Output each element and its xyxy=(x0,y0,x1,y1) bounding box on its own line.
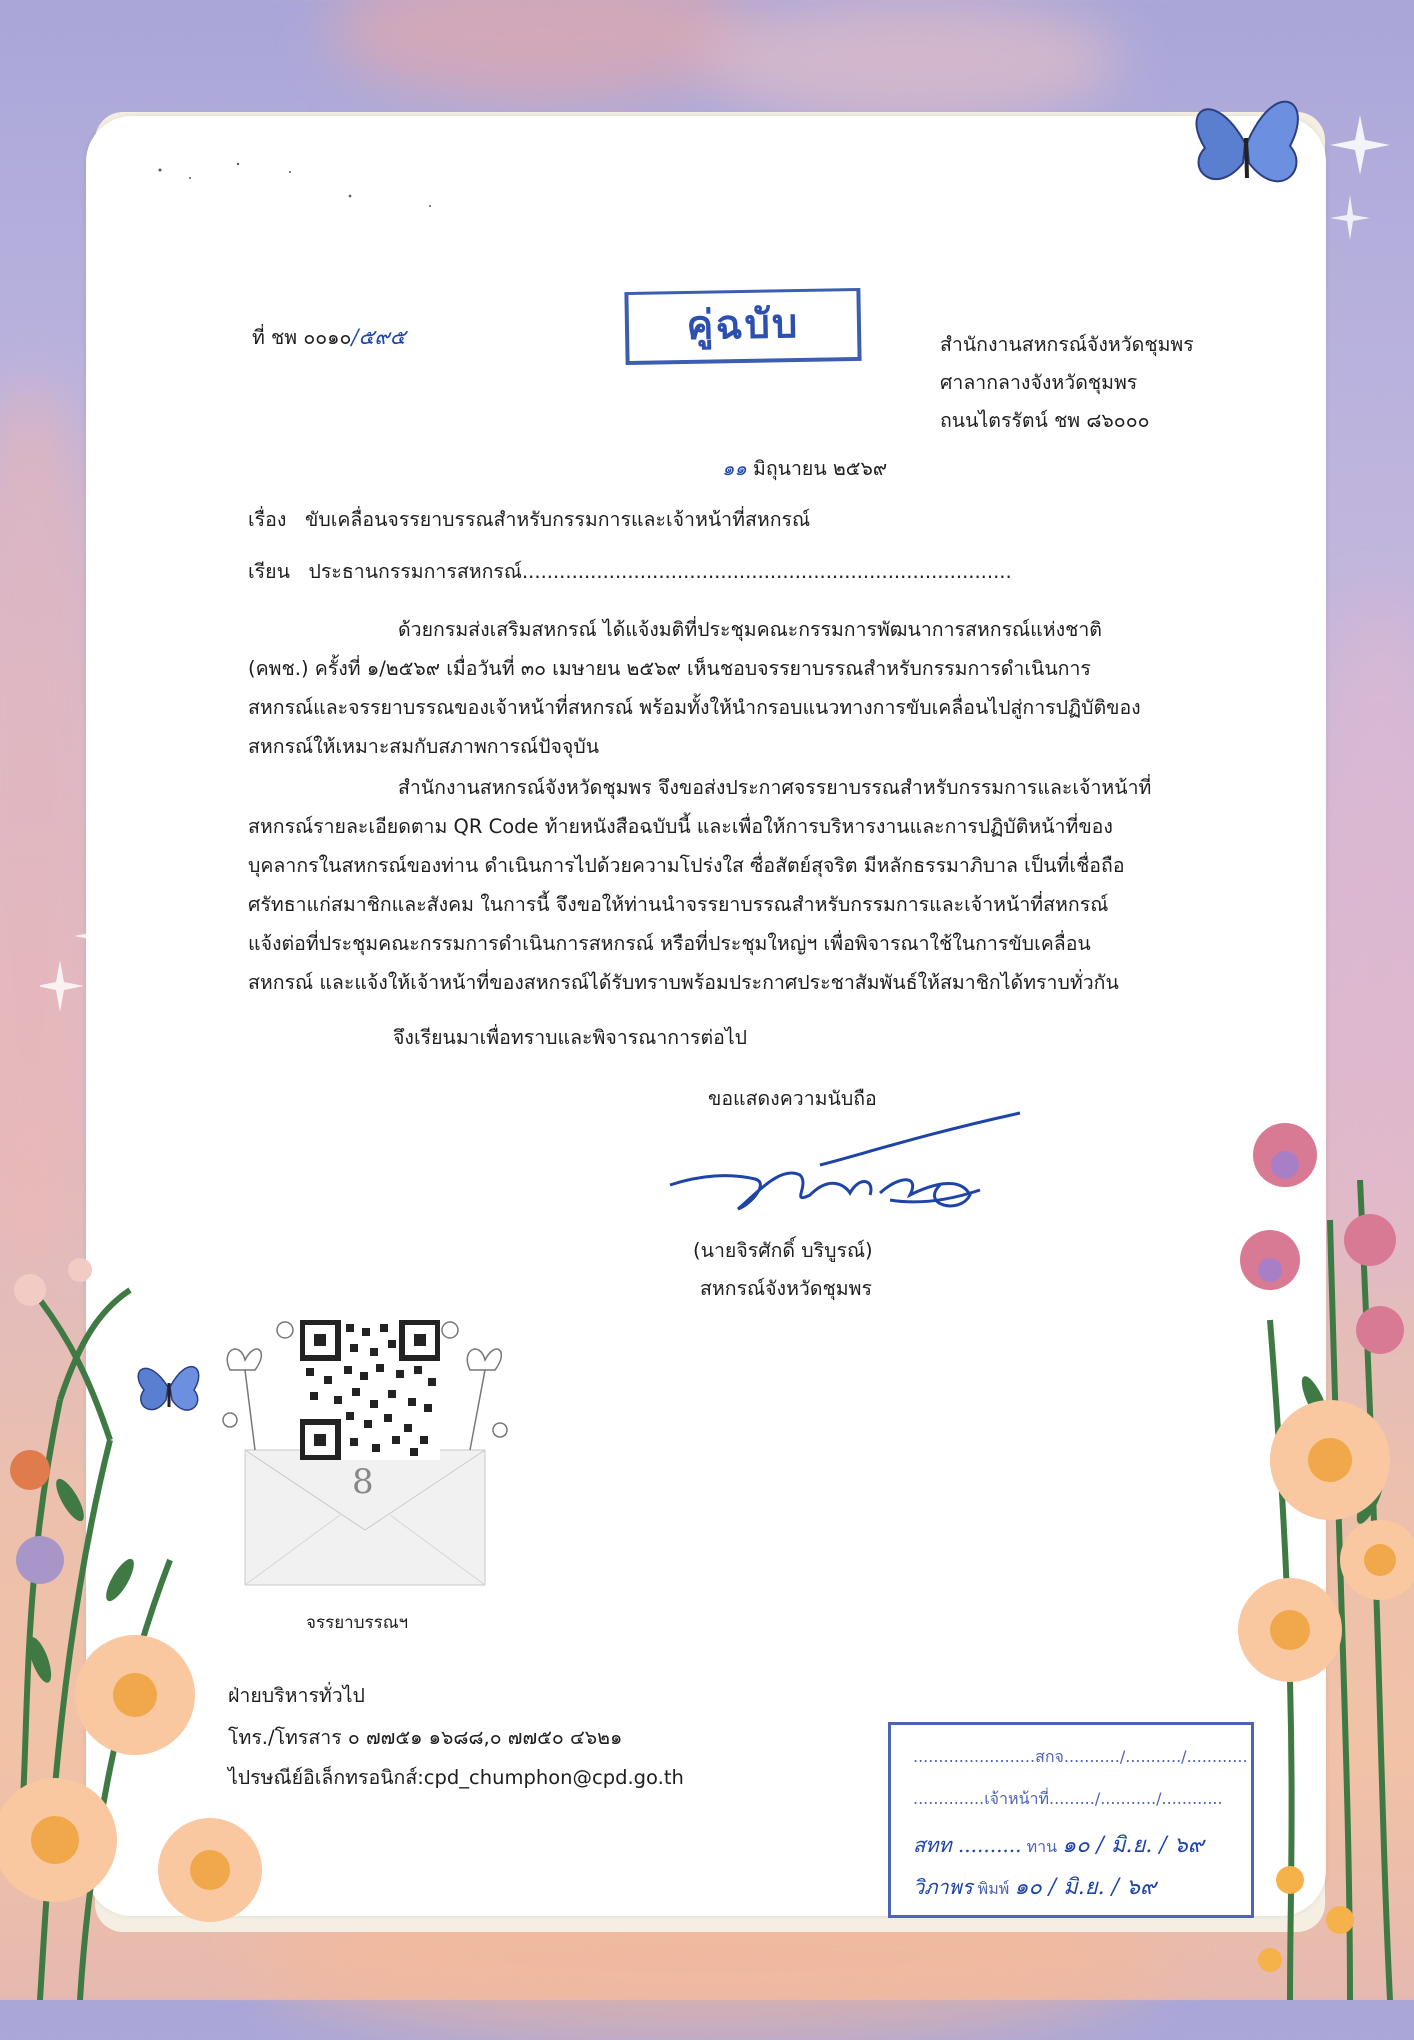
sparkle-icon xyxy=(1320,115,1400,275)
address-line-2: ศาลากลางจังหวัดชุมพร xyxy=(940,371,1138,394)
qr-code xyxy=(300,1320,440,1460)
paragraph-2-line: แจ้งต่อที่ประชุมคณะกรรมการดำเนินการสหกรณ์ หรือที่ประชุมใหญ่ฯ เพื่อพิจารณาใช้ในการขับเคลื่อน xyxy=(248,932,1091,955)
background-cloud xyxy=(330,0,750,100)
receipt-row-3-handwritten: สทท .......... xyxy=(913,1833,1022,1857)
date-day-handwritten: ๑๑ xyxy=(722,457,747,480)
receipt-row-4-handwritten: วิภาพร xyxy=(913,1875,973,1899)
subject-label: เรื่อง xyxy=(248,508,287,531)
document-number-prefix: ที่ ชพ ๐๐๑๐ xyxy=(252,326,352,349)
receipt-row-4-date: ๑๐ / มิ.ย. / ๖๙ xyxy=(1014,1875,1157,1900)
receipt-row-4-label: พิมพ์ xyxy=(977,1879,1010,1898)
signer-name: (นายจิรศักดิ์ บริบูรณ์) xyxy=(693,1239,873,1262)
sign-off: ขอแสดงความนับถือ xyxy=(708,1087,877,1110)
receipt-row-1: ........................สกจ.........../.........../............ xyxy=(913,1747,1248,1766)
sparkle-icon xyxy=(1130,1275,1220,1425)
subject-line xyxy=(248,504,810,535)
subject-text: ขับเคลื่อนจรรยาบรรณสำหรับกรรมการและเจ้าหน้าที่สหกรณ์ xyxy=(304,508,811,531)
handwritten-signature xyxy=(660,1105,1030,1225)
footer-email: ไปรษณีย์อิเล็กทรอนิกส์:cpd_chumphon@cpd.go.th xyxy=(228,1766,684,1789)
sender-address xyxy=(940,326,1194,440)
document-number-handwritten: /๕๙๕ xyxy=(351,325,406,349)
background-cloud xyxy=(700,0,1120,120)
paragraph-2-line: สหกรณ์รายละเอียดตาม QR Code ท้ายหนังสือฉบับนี้ และเพื่อให้การบริหารงานและการปฏิบัติหน้าที่ของ xyxy=(248,815,1113,838)
receipt-row-3-label: ทาน xyxy=(1026,1837,1058,1856)
date-month-year: มิถุนายน ๒๕๖๙ xyxy=(752,457,888,480)
butterfly-icon xyxy=(1175,68,1315,208)
sparkle-icon xyxy=(40,910,130,1060)
flowers-bottom-left xyxy=(0,1140,300,2000)
paragraph-1-line: สหกรณ์ให้เหมาะสมกับสภาพการณ์ปัจจุบัน xyxy=(248,735,600,758)
receipt-row-4 xyxy=(913,1869,1156,1904)
address-line-1: สำนักงานสหกรณ์จังหวัดชุมพร xyxy=(940,333,1194,356)
paragraph-1-line: (คพช.) ครั้งที่ ๑/๒๕๖๙ เมื่อวันที่ ๓๐ เมษายน ๒๕๖๙ เห็นชอบจรรยาบรรณสำหรับกรรมการดำเนินการ xyxy=(248,657,1091,680)
footer-phone: โทร./โทรสาร ๐ ๗๗๕๑ ๑๖๘๘,๐ ๗๗๕๐ ๔๖๒๑ xyxy=(228,1726,623,1749)
to-text: ประธานกรรมการสหกรณ์............................................................................... xyxy=(308,560,1012,583)
to-label: เรียน xyxy=(248,560,290,583)
qr-envelope-number: 8 xyxy=(352,1462,374,1502)
to-line xyxy=(248,556,1012,587)
document-number xyxy=(252,318,406,357)
paper-speckles xyxy=(150,150,450,230)
copy-stamp: คู่ฉบับ xyxy=(624,288,861,365)
receipt-row-2: ..............เจ้าหน้าที่........./.........../............ xyxy=(913,1789,1223,1808)
receipt-row-3 xyxy=(913,1827,1204,1862)
paragraph-2-line: บุคลากรในสหกรณ์ของท่าน ดำเนินการไปด้วยความโปร่งใส ซื่อสัตย์สุจริต มีหลักธรรมาภิบาล เป็นที่เชื่อถือ xyxy=(248,854,1125,877)
qr-code-pattern xyxy=(300,1320,440,1460)
paragraph-1-line: สหกรณ์และจรรยาบรรณของเจ้าหน้าที่สหกรณ์ พร้อมทั้งให้นำกรอบแนวทางการขับเคลื่อนไปสู่การปฏิบัติของ xyxy=(248,696,1141,719)
qr-caption: จรรยาบรรณฯ xyxy=(306,1613,409,1633)
receipt-stamp xyxy=(888,1722,1254,1918)
letter-date xyxy=(722,450,887,488)
address-line-3: ถนนไตรรัตน์ ชพ ๘๖๐๐๐ xyxy=(940,409,1150,432)
footer-department: ฝ่ายบริหารทั่วไป xyxy=(228,1684,365,1707)
paragraph-2-line: สำนักงานสหกรณ์จังหวัดชุมพร จึงขอส่งประกาศจรรยาบรรณสำหรับกรรมการและเจ้าหน้าที่ xyxy=(398,776,1152,799)
receipt-row-3-date: ๑๐ / มิ.ย. / ๖๙ xyxy=(1062,1833,1204,1858)
flowers-right xyxy=(1230,1100,1414,2000)
paragraph-2-line: ศรัทธาแก่สมาชิกและสังคม ในการนี้ จึงขอให้ท่านนำจรรยาบรรณสำหรับกรรมการและเจ้าหน้าที่สหกรณ์ xyxy=(248,893,1109,916)
closing-paragraph: จึงเรียนมาเพื่อทราบและพิจารณาการต่อไป xyxy=(393,1026,748,1049)
paragraph-2-line: สหกรณ์ และแจ้งให้เจ้าหน้าที่ของสหกรณ์ได้รับทราบพร้อมประกาศประชาสัมพันธ์ให้สมาชิกได้ทราบทั่วกัน xyxy=(248,971,1119,994)
paragraph-1-line: ด้วยกรมส่งเสริมสหกรณ์ ได้แจ้งมติที่ประชุมคณะกรรมการพัฒนาการสหกรณ์แห่งชาติ xyxy=(398,618,1102,641)
signer-title: สหกรณ์จังหวัดชุมพร xyxy=(700,1277,872,1300)
